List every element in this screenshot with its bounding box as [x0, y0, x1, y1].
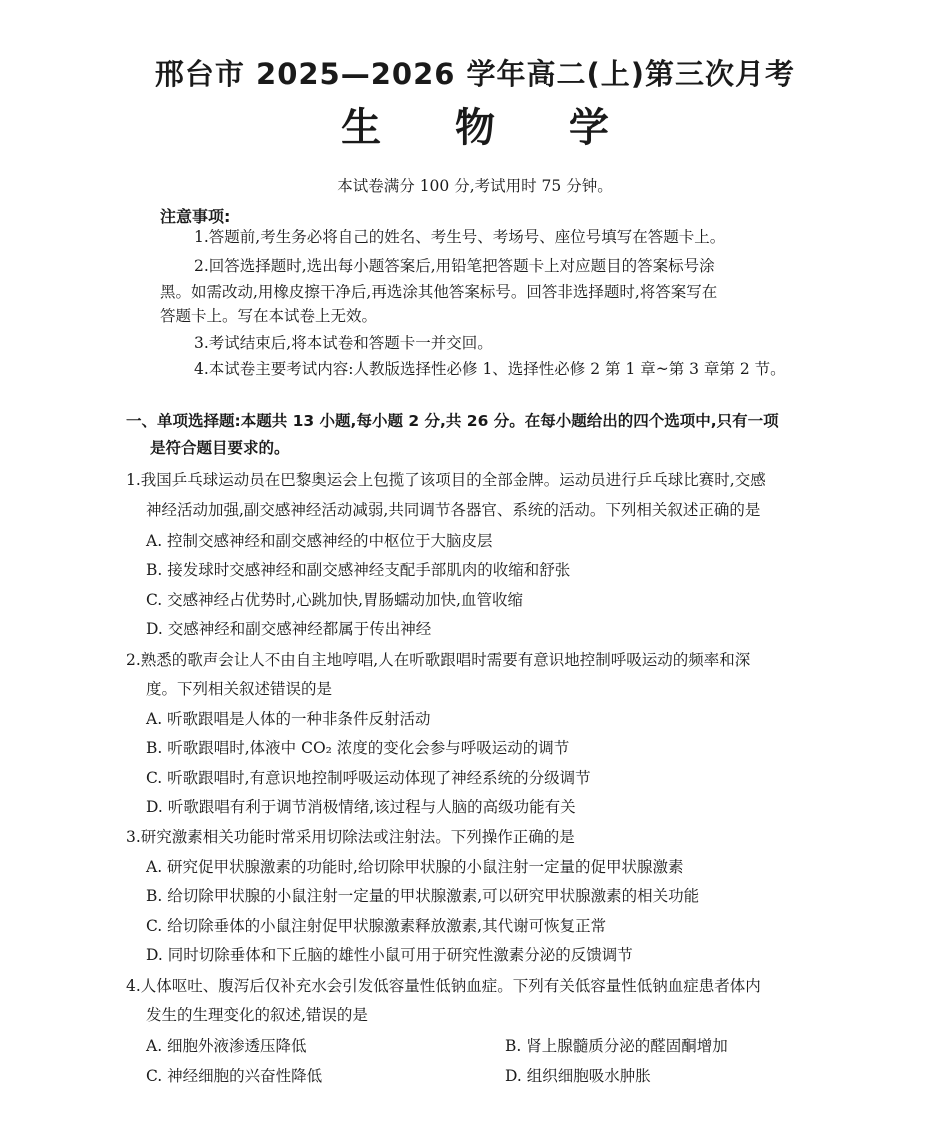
notice-item-2-line-2: 黑。如需改动,用橡皮擦干净后,再选涂其他答案标号。回答非选择题时,将答案写在	[160, 283, 718, 301]
notice-item-1: 1.答题前,考生务必将自己的姓名、考生号、考场号、座位号填写在答题卡上。	[194, 228, 726, 246]
question-2-option-d: D. 听歌跟唱有利于调节消极情绪,该过程与人脑的高级功能有关	[146, 798, 576, 816]
question-4-option-c: C. 神经细胞的兴奋性降低	[146, 1067, 323, 1085]
question-2-option-b: B. 听歌跟唱时,体液中 CO₂ 浓度的变化会参与呼吸运动的调节	[146, 739, 570, 757]
question-2-option-c: C. 听歌跟唱时,有意识地控制呼吸运动体现了神经系统的分级调节	[146, 769, 591, 787]
question-1-stem-line-1: 1.我国乒乓球运动员在巴黎奥运会上包揽了该项目的全部金牌。运动员进行乒乓球比赛时,交感	[126, 471, 766, 489]
question-3-option-d: D. 同时切除垂体和下丘脑的雄性小鼠可用于研究性激素分泌的反馈调节	[146, 946, 633, 964]
question-4-option-a: A. 细胞外液渗透压降低	[146, 1037, 307, 1055]
question-3-stem-line-1: 3.研究激素相关功能时常采用切除法或注射法。下列操作正确的是	[126, 828, 575, 846]
notice-item-2-line-1: 2.回答选择题时,选出每小题答案后,用铅笔把答题卡上对应题目的答案标号涂	[194, 257, 715, 275]
question-2-option-a: A. 听歌跟唱是人体的一种非条件反射活动	[146, 710, 431, 728]
question-1-option-a: A. 控制交感神经和副交感神经的中枢位于大脑皮层	[146, 532, 493, 550]
question-1-option-d: D. 交感神经和副交感神经都属于传出神经	[146, 620, 432, 638]
exam-title: 邢台市 2025—2026 学年高二(上)第三次月考	[154, 57, 796, 91]
notice-item-4: 4.本试卷主要考试内容:人教版选择性必修 1、选择性必修 2 第 1 章~第 3 章第 2 节。	[194, 360, 786, 378]
question-4-stem-line-2: 发生的生理变化的叙述,错误的是	[146, 1006, 368, 1024]
question-2-stem-line-2: 度。下列相关叙述错误的是	[146, 680, 333, 698]
question-1-stem-line-2: 神经活动加强,副交感神经活动减弱,共同调节各器官、系统的活动。下列相关叙述正确的是	[146, 501, 761, 519]
notice-item-3: 3.考试结束后,将本试卷和答题卡一并交回。	[194, 334, 493, 352]
question-3-option-b: B. 给切除甲状腺的小鼠注射一定量的甲状腺激素,可以研究甲状腺激素的相关功能	[146, 887, 700, 905]
question-2-stem-line-1: 2.熟悉的歌声会让人不由自主地哼唱,人在听歌跟唱时需要有意识地控制呼吸运动的频率和深	[126, 651, 751, 669]
question-4-option-d: D. 组织细胞吸水肿胀	[505, 1067, 651, 1085]
question-1-option-c: C. 交感神经占优势时,心跳加快,胃肠蠕动加快,血管收缩	[146, 591, 523, 609]
question-3-option-a: A. 研究促甲状腺激素的功能时,给切除甲状腺的小鼠注射一定量的促甲状腺激素	[146, 858, 684, 876]
exam-info: 本试卷满分 100 分,考试用时 75 分钟。	[337, 177, 613, 195]
question-1-option-b: B. 接发球时交感神经和副交感神经支配手部肌肉的收缩和舒张	[146, 561, 571, 579]
notice-heading: 注意事项:	[160, 207, 231, 226]
question-3-option-c: C. 给切除垂体的小鼠注射促甲状腺激素释放激素,其代谢可恢复正常	[146, 917, 607, 935]
notice-item-2-line-3: 答题卡上。写在本试卷上无效。	[160, 307, 378, 325]
question-4-stem-line-1: 4.人体呕吐、腹泻后仅补充水会引发低容量性低钠血症。下列有关低容量性低钠血症患者体内	[126, 977, 761, 995]
section-heading-line-2: 是符合题目要求的。	[150, 439, 290, 457]
section-heading-line-1: 一、单项选择题:本题共 13 小题,每小题 2 分,共 26 分。在每小题给出的四个选项中,只有一项	[126, 412, 779, 430]
subject-title: 生 物 学	[341, 105, 639, 151]
question-4-option-b: B. 肾上腺髓质分泌的醛固酮增加	[505, 1037, 728, 1055]
